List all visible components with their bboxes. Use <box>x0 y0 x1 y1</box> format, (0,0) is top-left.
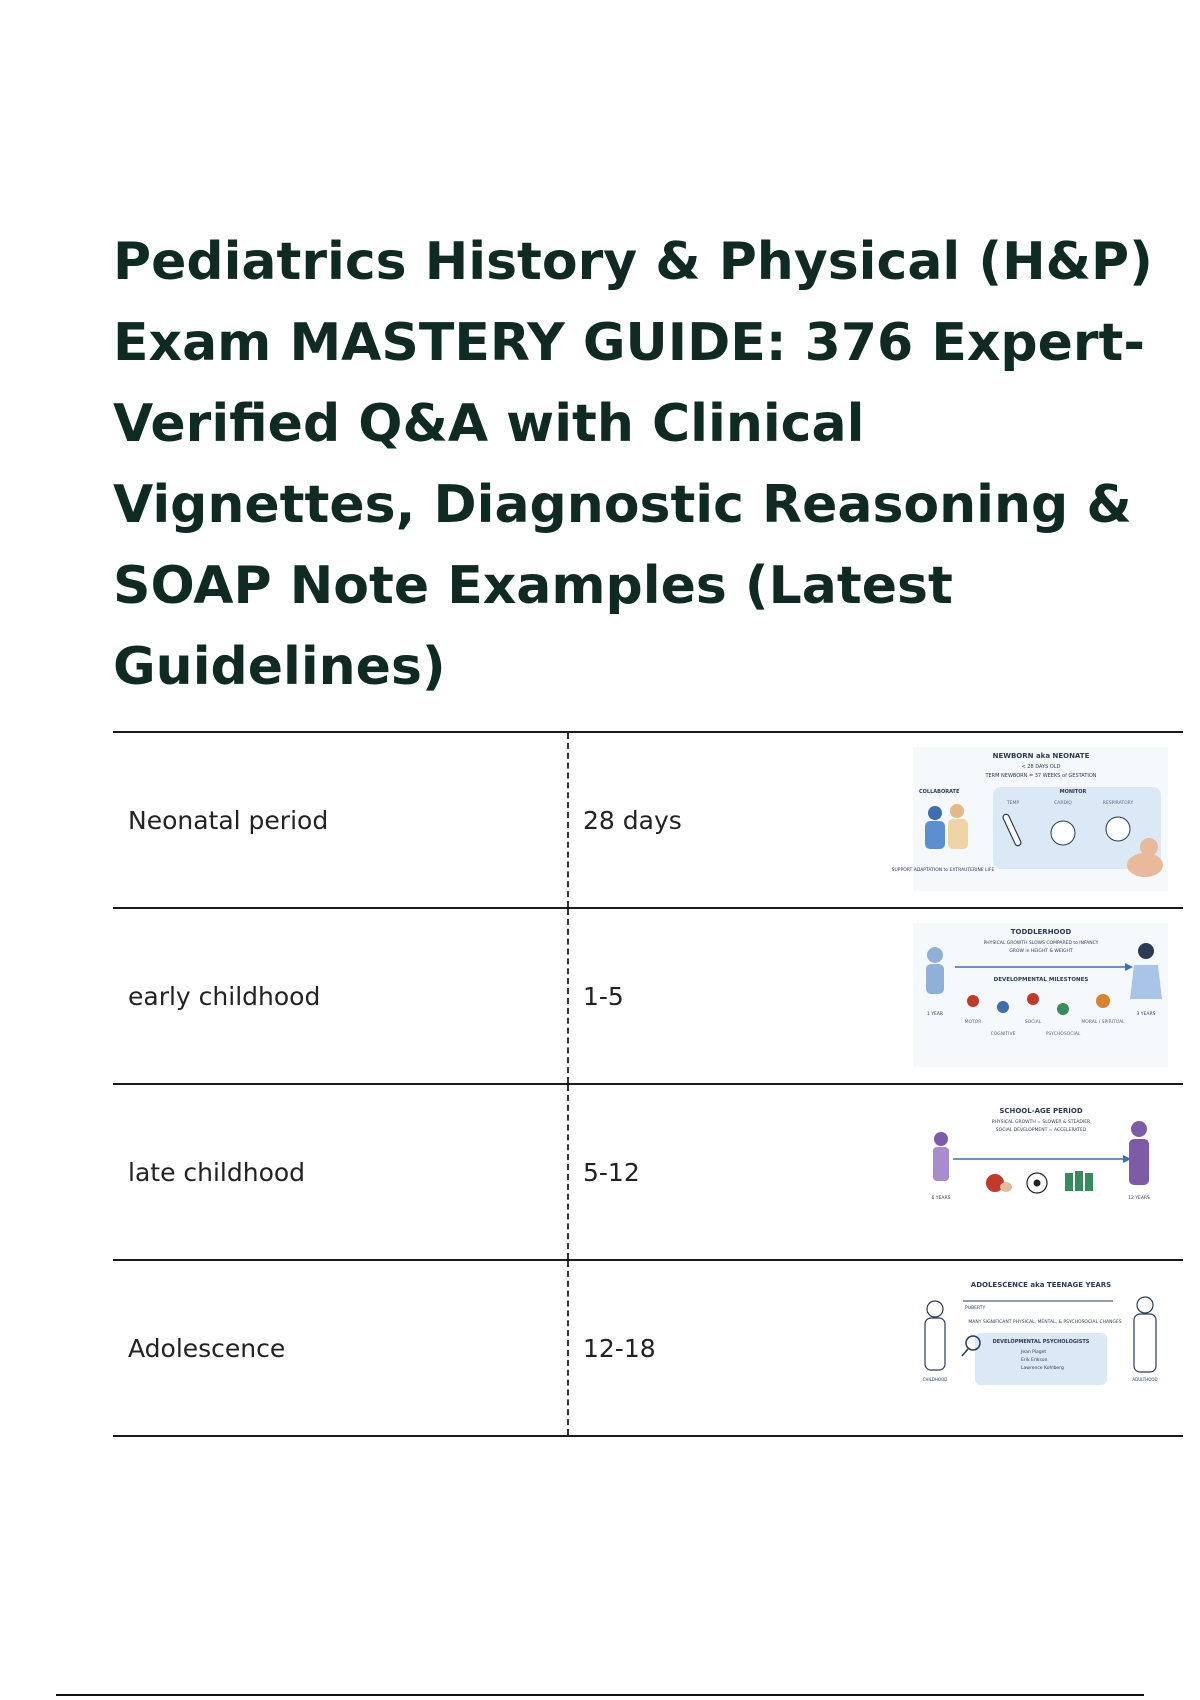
table-row <box>113 731 1183 909</box>
illustration-subtitle: PHYSICAL GROWTH SLOWS COMPARED to INFANCY <box>983 941 1099 946</box>
illustration-subtitle: < 28 DAYS OLD <box>1021 764 1061 770</box>
page-title: Pediatrics History & Physical (H&P) Exam MASTERY GUIDE: 376 Expert-Verified Q&A with Clinical Vignettes, Diagnostic Reasoning & SOAP Note Examples (Latest Guidelines) <box>113 232 1153 697</box>
column-divider <box>567 733 569 907</box>
illustration-label: SOCIAL <box>1024 1020 1042 1025</box>
illustration-heading: TODDLERHOOD <box>1010 928 1072 936</box>
illustration-label: CARDIO <box>1054 801 1072 806</box>
stage-name: early childhood <box>128 981 321 1011</box>
illustration-label: 1 YEAR <box>926 1012 944 1017</box>
illustration-label: MORAL / SPIRITUAL <box>1081 1020 1125 1025</box>
illustration-caption: SUPPORT ADAPTATION to EXTRAUTERINE LIFE <box>891 868 995 873</box>
illustration-subtitle: TERM NEWBORN = 37 WEEKS of GESTATION <box>985 773 1097 779</box>
illustration-subtitle: GROW in HEIGHT & WEIGHT <box>1009 949 1073 954</box>
age-stage-table <box>113 731 1183 1437</box>
footer-rule <box>56 1694 1144 1696</box>
stage-name: Neonatal period <box>128 805 329 835</box>
illustration-label: PUBERTY <box>965 1306 986 1311</box>
age-range: 5-12 <box>583 1157 640 1187</box>
illustration-subtitle: PHYSICAL GROWTH = SLOWER & STEADIER <box>991 1120 1091 1125</box>
column-divider <box>567 1261 569 1435</box>
newborn-illustration <box>891 747 1168 891</box>
illustration-label: MOTOR <box>964 1020 982 1025</box>
illustration-subtitle: SOCIAL DEVELOPMENT = ACCELERATED <box>995 1128 1087 1133</box>
column-divider <box>567 1085 569 1259</box>
stage-name: Adolescence <box>128 1333 286 1363</box>
table-row <box>113 1085 1183 1261</box>
illustration-label: DEVELOPMENTAL MILESTONES <box>993 977 1089 983</box>
illustration-name: Lawrence Kohlberg <box>1021 1366 1064 1371</box>
age-range: 28 days <box>583 805 682 835</box>
illustration-label: 3 YEARS <box>1136 1012 1156 1017</box>
table-row <box>113 909 1183 1085</box>
toddlerhood-illustration <box>913 923 1168 1067</box>
table-row <box>113 1261 1183 1437</box>
stage-name: late childhood <box>128 1157 306 1187</box>
school-age-illustration <box>913 1099 1168 1243</box>
illustration-label: MONITOR <box>1059 789 1087 795</box>
illustration-label: ADULTHOOD <box>1132 1377 1158 1382</box>
age-range: 12-18 <box>583 1333 656 1363</box>
illustration-box-title: DEVELOPMENTAL PSYCHOLOGISTS <box>992 1339 1090 1345</box>
age-range: 1-5 <box>583 981 624 1011</box>
adolescence-illustration <box>913 1275 1168 1419</box>
illustration-label: 6 YEARS <box>931 1196 951 1201</box>
illustration-name: Jean Piaget <box>1021 1350 1047 1355</box>
illustration-label: COGNITIVE <box>990 1032 1016 1037</box>
illustration-subtitle: MANY SIGNIFICANT PHYSICAL, MENTAL, & PSYCHOSOCIAL CHANGES <box>968 1320 1122 1325</box>
illustration-heading: SCHOOL-AGE PERIOD <box>999 1107 1083 1115</box>
column-divider <box>567 909 569 1083</box>
illustration-name: Erik Erikson <box>1021 1358 1048 1363</box>
illustration-label: RESPIRATORY <box>1102 801 1134 806</box>
illustration-label: COLLABORATE <box>919 789 960 795</box>
illustration-label: 12 YEARS <box>1128 1196 1150 1201</box>
illustration-heading: ADOLESCENCE aka TEENAGE YEARS <box>970 1281 1112 1289</box>
illustration-label: TEMP <box>1006 801 1020 806</box>
illustration-heading: NEWBORN aka NEONATE <box>992 752 1090 760</box>
illustration-label: CHILDHOOD <box>922 1377 948 1382</box>
illustration-label: PSYCHOSOCIAL <box>1045 1032 1081 1037</box>
